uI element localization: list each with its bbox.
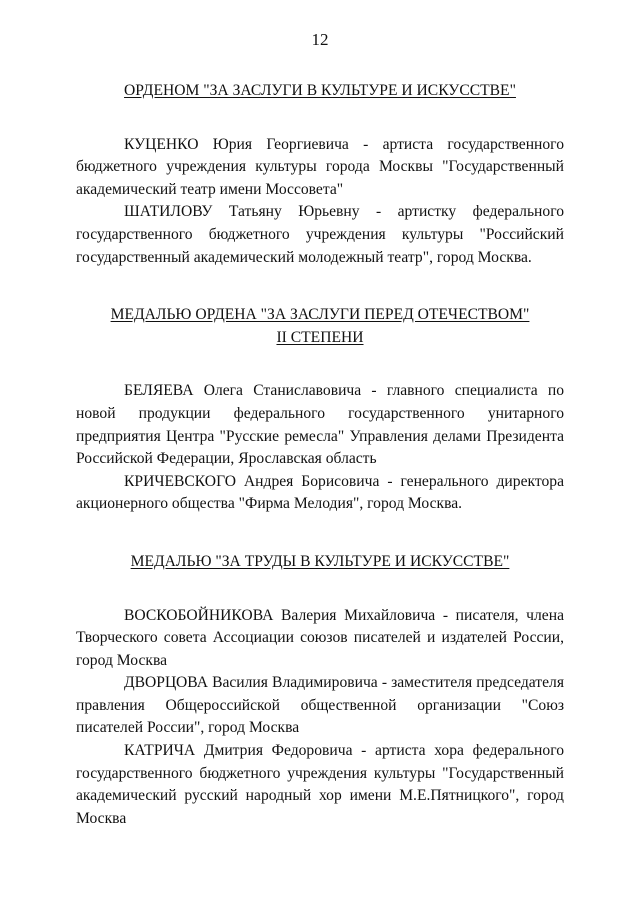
section-heading-line: МЕДАЛЬЮ "ЗА ТРУДЫ В КУЛЬТУРЕ И ИСКУССТВЕ" [130, 552, 510, 570]
awardee-entry: КУЦЕНКО Юрия Георгиевича - артиста государственного бюджетного учреждения культуры города Москвы "Государственный академический театр имени Моссовета" [76, 135, 564, 198]
awardee-entry: КАТРИЧА Дмитрия Федоровича - артиста хора федерального государственного бюджетного учреждения культуры "Государственный академический русский народный хор имени М.Е.Пятницкого", город Москва [76, 742, 564, 827]
section-heading-line: МЕДАЛЬЮ ОРДЕНА "ЗА ЗАСЛУГИ ПЕРЕД ОТЕЧЕСТВОМ" [110, 306, 530, 324]
awardee-entry: ВОСКОБОЙНИКОВА Валерия Михайловича - писателя, члена Творческого совета Ассоциации союзов писателей и издателей России, город Москва [76, 606, 564, 669]
awardee-entry: КРИЧЕВСКОГО Андрея Борисовича - генерального директора акционерного общества "Фирма Мелодия", город Москва. [76, 472, 564, 513]
section-heading [76, 80, 564, 103]
document-body [76, 80, 564, 830]
section-heading-line: II СТЕПЕНИ [276, 328, 364, 346]
awardee-entry: ДВОРЦОВА Василия Владимировича - заместителя председателя правления Общероссийской общественной организации "Союз писателей России", город Москва [76, 674, 564, 737]
section-heading-line: ОРДЕНОМ "ЗА ЗАСЛУГИ В КУЛЬТУРЕ И ИСКУССТВЕ" [124, 82, 516, 99]
page-number: 12 [311, 30, 329, 49]
award-section-medal-labor-culture-art [76, 551, 564, 831]
section-heading [76, 551, 564, 574]
section-heading [76, 304, 564, 349]
award-section-order-culture-art [76, 80, 564, 269]
award-section-medal-order-merit-fatherland [76, 304, 564, 516]
awardee-entry: ШАТИЛОВУ Татьяну Юрьевну - артистку федерального государственного бюджетного учреждения культуры "Российский государственный академический молодежный театр", город Москва. [76, 203, 564, 266]
awardee-entry: БЕЛЯЕВА Олега Станиславовича - главного специалиста по новой продукции федерального государственного унитарного предприятия Центра "Русские ремесла" Управления делами Президента Российской Федерации, Ярославская область [76, 382, 564, 468]
